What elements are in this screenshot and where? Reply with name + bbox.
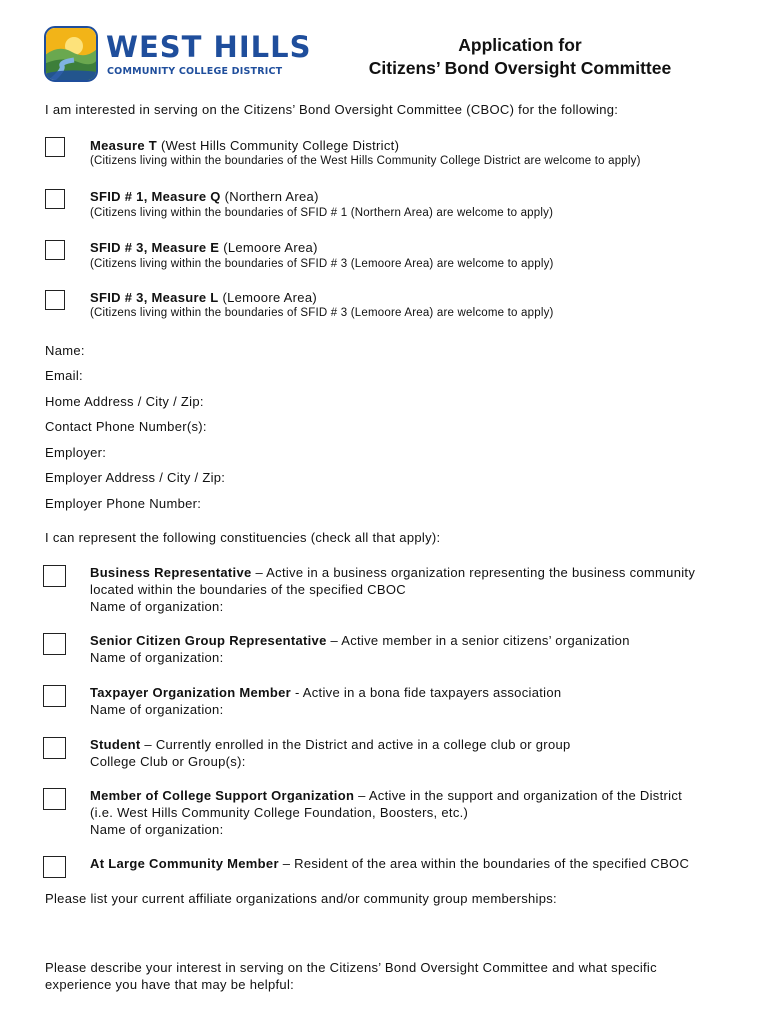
measure-label: SFID # 3, Measure L bbox=[90, 290, 219, 305]
business-rep-title bbox=[90, 564, 695, 581]
support-org-org-label: Name of organization: bbox=[90, 822, 224, 837]
student-checkbox[interactable] bbox=[43, 737, 66, 759]
taxpayer-member-org-label: Name of organization: bbox=[90, 702, 224, 717]
constituency-label: Business Representative bbox=[90, 565, 252, 580]
measure-l-note: (Citizens living within the boundaries of SFID # 3 (Lemoore Area) are welcome to apply) bbox=[90, 307, 554, 319]
measure-q-title bbox=[90, 188, 319, 205]
senior-rep-checkbox[interactable] bbox=[43, 633, 66, 655]
constituency-label: Taxpayer Organization Member bbox=[90, 685, 292, 700]
constituency-label: Member of College Support Organization bbox=[90, 788, 355, 803]
business-rep-line2: located within the boundaries of the specified CBOC bbox=[90, 582, 406, 597]
measure-e-title bbox=[90, 239, 318, 256]
constituency-label: At Large Community Member bbox=[90, 856, 279, 871]
measure-t-title bbox=[90, 137, 399, 154]
measure-t-note: (Citizens living within the boundaries of the West Hills Community College District are welcome to apply) bbox=[90, 155, 641, 167]
senior-rep-title bbox=[90, 632, 630, 649]
measure-e-note: (Citizens living within the boundaries of SFID # 3 (Lemoore Area) are welcome to apply) bbox=[90, 258, 554, 270]
constituency-desc: – Resident of the area within the boundaries of the specified CBOC bbox=[278, 856, 690, 871]
district-logo bbox=[44, 26, 312, 86]
home-address-field-label: Home Address / City / Zip: bbox=[45, 394, 204, 409]
employer-field-label: Employer: bbox=[45, 445, 107, 460]
business-rep-org-label: Name of organization: bbox=[90, 599, 224, 614]
constituency-desc: – Active in the support and organization of the District bbox=[354, 788, 683, 803]
interest-prompt-line1: Please describe your interest in serving on the Citizens’ Bond Oversight Committee and what specific bbox=[45, 960, 657, 975]
constituencies-intro: I can represent the following constituencies (check all that apply): bbox=[45, 530, 441, 545]
measure-area: (Northern Area) bbox=[224, 189, 319, 204]
student-club-label: College Club or Group(s): bbox=[90, 754, 246, 769]
support-org-line2: (i.e. West Hills Community College Foundation, Boosters, etc.) bbox=[90, 805, 469, 820]
at-large-checkbox[interactable] bbox=[43, 856, 66, 878]
taxpayer-member-title bbox=[90, 684, 561, 701]
constituency-label: Student bbox=[90, 737, 141, 752]
constituency-desc: – Currently enrolled in the District and active in a college club or group bbox=[140, 737, 571, 752]
employer-phone-field-label: Employer Phone Number: bbox=[45, 496, 202, 511]
mountain-emblem-icon bbox=[44, 26, 98, 82]
at-large-title bbox=[90, 855, 689, 872]
measure-t-checkbox[interactable] bbox=[45, 137, 65, 157]
logo-subtitle: COMMUNITY COLLEGE DISTRICT bbox=[107, 66, 283, 77]
student-title bbox=[90, 736, 571, 753]
measure-l-title bbox=[90, 289, 317, 306]
measure-label: Measure T bbox=[90, 138, 158, 153]
measure-q-note: (Citizens living within the boundaries of SFID # 1 (Northern Area) are welcome to apply) bbox=[90, 207, 554, 219]
support-org-title bbox=[90, 787, 682, 804]
contact-phone-field-label: Contact Phone Number(s): bbox=[45, 419, 207, 434]
measure-l-checkbox[interactable] bbox=[45, 290, 65, 310]
form-title-line1: Application for bbox=[458, 35, 582, 55]
name-field-label: Name: bbox=[45, 343, 85, 358]
constituency-label: Senior Citizen Group Representative bbox=[90, 633, 327, 648]
employer-address-field-label: Employer Address / City / Zip: bbox=[45, 470, 226, 485]
form-title-line2: Citizens’ Bond Oversight Committee bbox=[368, 58, 672, 78]
logo-title: WEST HILLS bbox=[106, 30, 312, 64]
support-org-checkbox[interactable] bbox=[43, 788, 66, 810]
affiliate-prompt: Please list your current affiliate organizations and/or community group memberships: bbox=[45, 891, 557, 906]
senior-rep-org-label: Name of organization: bbox=[90, 650, 224, 665]
measure-q-checkbox[interactable] bbox=[45, 189, 65, 209]
constituency-desc: – Active in a business organization representing the business community bbox=[251, 565, 696, 580]
measure-e-checkbox[interactable] bbox=[45, 240, 65, 260]
email-field-label: Email: bbox=[45, 368, 83, 383]
constituency-desc: - Active in a bona fide taxpayers association bbox=[291, 685, 562, 700]
measure-area: (Lemoore Area) bbox=[222, 290, 317, 305]
measure-label: SFID # 1, Measure Q bbox=[90, 189, 221, 204]
measure-area: (West Hills Community College District) bbox=[160, 138, 400, 153]
taxpayer-member-checkbox[interactable] bbox=[43, 685, 66, 707]
measure-label: SFID # 3, Measure E bbox=[90, 240, 220, 255]
measure-area: (Lemoore Area) bbox=[223, 240, 318, 255]
constituency-desc: – Active member in a senior citizens’ organization bbox=[326, 633, 630, 648]
intro-text: I am interested in serving on the Citizens’ Bond Oversight Committee (CBOC) for the following: bbox=[45, 102, 619, 117]
business-rep-checkbox[interactable] bbox=[43, 565, 66, 587]
form-title bbox=[330, 34, 710, 80]
interest-prompt-line2: experience you have that may be helpful: bbox=[45, 977, 295, 992]
